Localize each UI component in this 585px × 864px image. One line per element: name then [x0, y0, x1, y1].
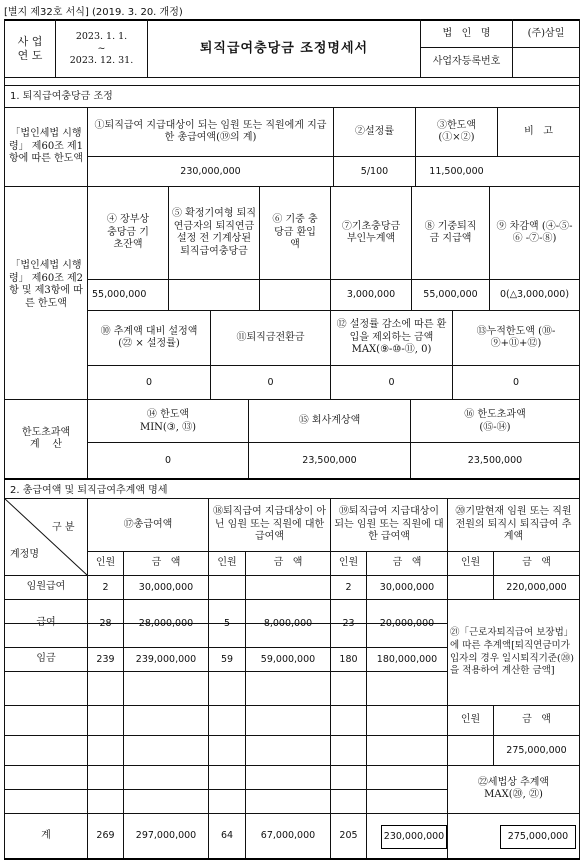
b9-val: 0(△3,000,000): [499, 289, 570, 301]
sub-amount-20: 금 액: [522, 557, 551, 569]
c14-head: ⑭ 한도액 MIN(③, ⑬): [139, 409, 197, 433]
h20: ⑳기말현재 임원 또는 직원 전원의 퇴직시 퇴직급여 추계액: [455, 506, 572, 543]
biz-reg-value: [513, 48, 579, 77]
b10-head: ⑩ 추계액 대비 설정액 (㉒ × 설정률): [100, 325, 198, 349]
col3-head: ③한도액 (①×②): [437, 119, 476, 143]
rowC-label: 한도초과액 계 산: [21, 426, 74, 450]
sub-amount-19: 금 액: [392, 557, 422, 569]
b5-head: ⑤ 확정기여형 퇴직연금자의 퇴직연금 설정 전 기계상된 퇴직급여충당금: [172, 208, 256, 257]
b9-head: ⑨ 차감액 (④-⑤-⑥ -⑦-⑧): [496, 220, 573, 244]
row-a18: [246, 576, 330, 599]
row-a19: 30,000,000: [379, 581, 435, 593]
row-p19: 2: [345, 581, 352, 593]
b5-val: [169, 280, 259, 310]
period-range: [56, 22, 147, 76]
section2-title: 2. 총급여액 및 퇴직급여추계액 명세: [10, 484, 168, 496]
corp-name-value: (주)삼일: [527, 27, 565, 39]
corner-top: 구 분: [52, 522, 75, 533]
period-tilde: ~: [97, 43, 106, 55]
c16-head: ⑯ 한도초과액 (⑮-⑭): [464, 409, 526, 433]
row-p17: 239: [96, 653, 115, 665]
b8-head: ⑧ 기중퇴직금 지급액: [424, 220, 477, 244]
c14-val: 0: [164, 454, 172, 466]
col3-val: 11,500,000: [429, 165, 484, 177]
corp-name-label: 법 인 명: [442, 27, 491, 39]
b10-val: 0: [145, 376, 153, 388]
period-end: 2023. 12. 31.: [69, 54, 134, 66]
row-a17: 30,000,000: [138, 581, 194, 593]
sub-people-19: 인원: [338, 557, 359, 569]
total-p17: 269: [96, 830, 115, 842]
col4-val: [498, 157, 579, 186]
b11-val: 0: [267, 376, 274, 388]
row-a19: 180,000,000: [376, 653, 438, 665]
b4-head: ④ 장부상 충당금 기초잔액: [106, 214, 150, 251]
b12-val: 0: [388, 376, 395, 388]
row-a19: 20,000,000: [379, 617, 435, 629]
r20-people: [448, 576, 493, 599]
period-label-line1: 사 업: [17, 35, 43, 49]
h22: ㉒세법상 추계액 MAX(⑳, ㉑): [477, 776, 550, 800]
row-p18: [209, 576, 245, 599]
col1-head-text: ①퇴직급여 지급대상이 되는 임원 또는 직원에게 지급한 총급여액(⑲의 계): [94, 119, 327, 143]
total-p19: 205: [339, 830, 358, 842]
total-p18: 64: [220, 830, 234, 842]
b7-val: 3,000,000: [346, 289, 396, 301]
b8-val: 55,000,000: [423, 289, 478, 301]
r21-amount-label: 금 액: [522, 714, 551, 726]
period-start: 2023. 1. 1.: [75, 31, 128, 43]
b4-val: 55,000,000: [92, 288, 147, 300]
b6-head: ⑥ 기중 충당금 환입액: [272, 214, 318, 251]
b6-val: [260, 280, 330, 310]
row-p18: 5: [223, 617, 231, 629]
r22-amount: 275,000,000: [500, 825, 576, 849]
row-p19: 180: [339, 653, 358, 665]
col4-head: 비 고: [524, 125, 553, 137]
rowA-label: 「법인세법 시행령」 제60조 제1항에 따른 한도액: [8, 128, 84, 165]
b7-head: ⑦기초충당금 부인누계액: [341, 220, 401, 244]
b13-val: 0: [512, 376, 520, 388]
row-p17: 2: [102, 581, 109, 593]
biz-reg-label: 사업자등록번호: [432, 56, 501, 68]
row-p17: 28: [99, 617, 112, 629]
row-p19: 23: [342, 617, 355, 629]
sub-amount-18: 금 액: [273, 557, 303, 569]
corner-diagonal: [4, 498, 88, 576]
row-p18: 59: [220, 653, 234, 665]
row-a18: 8,000,000: [263, 617, 313, 629]
col1-head: [89, 108, 332, 156]
sub-amount-17: 금 액: [151, 557, 181, 569]
form-title: 퇴직급여충당금 조정명세서: [199, 40, 369, 56]
r20-amount: 220,000,000: [506, 581, 567, 593]
b12-head: ⑫ 설정률 감소에 따른 환입을 제외하는 금액 MAX(⑨-⑩-⑪, 0): [336, 319, 447, 356]
b13-head: ⑬누적한도액 (⑩-⑨+⑪+⑫): [476, 325, 556, 349]
row-a17: 239,000,000: [135, 653, 197, 665]
c15-head: ⑮ 회사계상액: [298, 415, 361, 427]
col2-val: 5/100: [360, 165, 389, 177]
rowB-label: 「법인세법 시행령」 제60조 제2항 및 제3항에 따른 한도액: [8, 260, 84, 309]
b11-head: ⑪퇴직금전환금: [236, 331, 305, 343]
row-name: 임원급여: [26, 581, 66, 593]
r21-amount: 275,000,000: [506, 744, 567, 756]
row-a17: 28,000,000: [138, 617, 194, 629]
h17: ⑰총급여액: [123, 518, 173, 530]
section1-title: 1. 퇴직급여충당금 조정: [10, 91, 113, 102]
sub-people-17: 인원: [95, 557, 116, 569]
sub-people-18: 인원: [217, 557, 237, 569]
row-name: 임금: [36, 653, 56, 665]
period-label-line2: 연 도: [17, 49, 43, 62]
r21-people-label: 인원: [460, 714, 481, 726]
corner-bottom: 계정명: [10, 549, 39, 560]
col1-val: 230,000,000: [180, 165, 241, 177]
h21: ㉑「근로자퇴직급여 보장법」에 따른 추계액[퇴직연금미가입자의 경우 일시퇴직기준(⑳)을 적용하여 계산한 금액]: [450, 626, 574, 677]
col2-head: ②설정률: [355, 125, 394, 137]
total-a17: 297,000,000: [135, 830, 197, 842]
form-tag: [별지 제32호 서식] (2019. 3. 20. 개정): [4, 7, 183, 18]
sub-people-20: 인원: [460, 557, 481, 569]
row-a18: 59,000,000: [260, 653, 316, 665]
total-a18: 67,000,000: [260, 830, 316, 842]
c15-val: 23,500,000: [302, 454, 357, 466]
row-name: 급여: [36, 617, 56, 629]
total-name: 계: [41, 829, 51, 841]
h18: ⑱퇴직급여 지급대상이 아닌 임원 또는 직원에 대한 급여액: [213, 506, 326, 543]
h19: ⑲퇴직급여 지급대상이 되는 임원 또는 직원에 대한 급여액: [334, 506, 444, 543]
period-label: [5, 22, 55, 76]
total-a19: 230,000,000: [381, 825, 447, 849]
c16-val: 23,500,000: [467, 454, 523, 466]
